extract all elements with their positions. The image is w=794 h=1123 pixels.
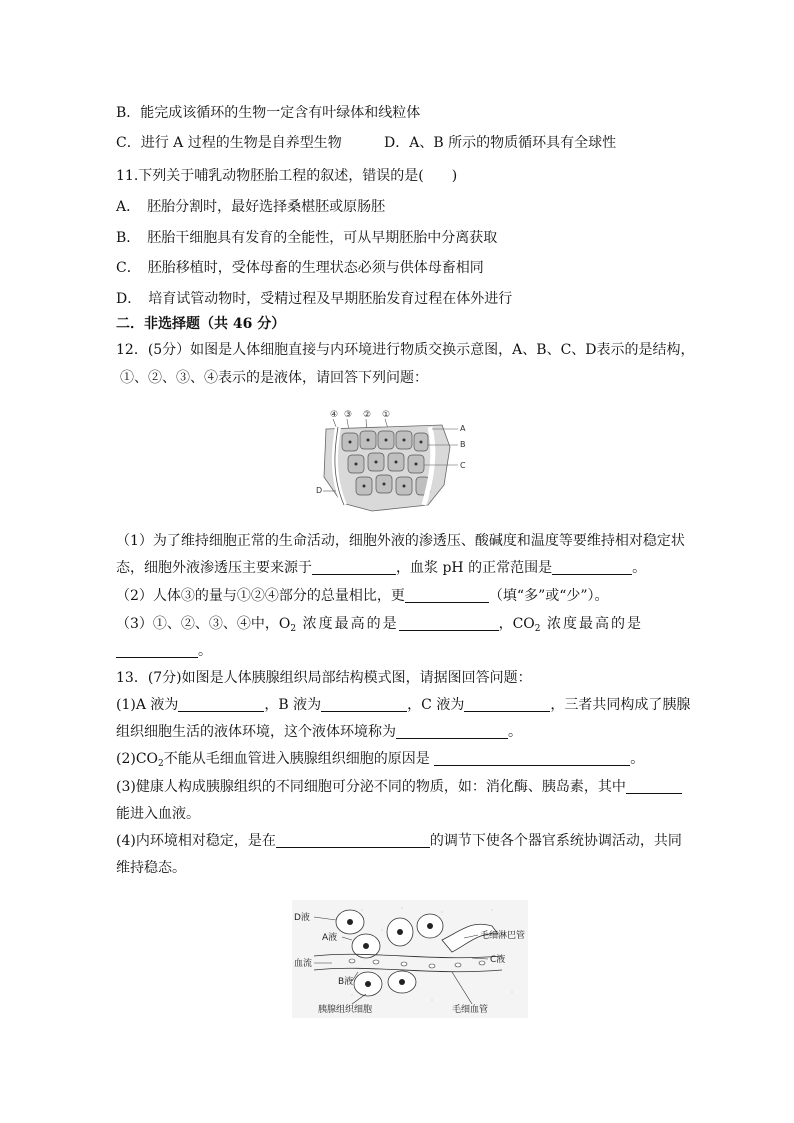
- answer-blank[interactable]: [312, 559, 396, 575]
- q12-part2-text-b: （填“多”或“少”）。: [488, 588, 609, 604]
- figure-label-pancreas-cell: 胰腺组织细胞: [318, 1005, 373, 1015]
- q12-part1-line1: （1）为了维持细胞正常的生命活动，细胞外液的渗透压、酸碱度和温度等要维持相对稳定状: [116, 533, 685, 549]
- figure-label-a: A: [460, 424, 466, 433]
- q12-part1-text-a: 态，细胞外液渗透压主要来源于: [116, 560, 312, 576]
- subscript: 2: [290, 624, 297, 634]
- q12-stem-line2: ①、②、③、④表示的是液体，请回答下列问题：: [120, 370, 428, 386]
- figure-label-3: ③: [344, 410, 353, 420]
- q12-part1-line2: [116, 558, 646, 578]
- q13-part1: [116, 695, 690, 715]
- q13-part2-end: 。: [630, 751, 645, 767]
- answer-blank[interactable]: [626, 778, 682, 794]
- answer-blank[interactable]: [276, 832, 430, 848]
- figure-label-blood-flow: 血流: [294, 959, 313, 969]
- q12-part3-line2: [116, 641, 212, 661]
- q13-stem: 13．(7分)如图是人体胰腺组织局部结构模式图，请据图回答问题：: [116, 670, 532, 686]
- q10-option-d: D．A、B 所示的物质循环具有全球性: [384, 135, 617, 151]
- q11-option-a: A． 胚胎分割时，最好选择桑椹胚或原肠胚: [116, 199, 386, 215]
- q12-part3-end: 。: [198, 643, 212, 659]
- q12-part3: [116, 614, 643, 639]
- q13-part3-line1: [116, 777, 682, 797]
- q10-option-b: B．能完成该循环的生物一定含有叶绿体和线粒体: [116, 105, 421, 121]
- answer-blank[interactable]: [396, 723, 508, 739]
- q10-option-c: C．进行 A 过程的生物是自养型生物: [116, 135, 342, 151]
- q13-part4-line2: 维持稳态。: [116, 860, 186, 876]
- answer-blank[interactable]: [116, 642, 198, 658]
- q13-part2: [116, 749, 644, 774]
- q13-part4-text-a: (4)内环境相对稳定，是在: [116, 833, 276, 849]
- figure-label-lymph-capillary: 毛细淋巴管: [480, 931, 526, 941]
- q12-part3-text-c: ，CO: [498, 616, 535, 632]
- q13-part3-line2: 能进入血液。: [116, 806, 200, 822]
- figure-label-d: D: [316, 486, 323, 495]
- q13-part2-text-b: 不能从毛细血管进入胰腺组织细胞的原因是: [163, 751, 430, 767]
- q12-part1-text-b: ，血浆 pH 的正常范围是: [396, 560, 553, 576]
- answer-blank[interactable]: [552, 559, 632, 575]
- figure-label-a-fluid: A液: [322, 933, 338, 943]
- q11-option-c: C． 胚胎移植时，受体母畜的生理状态必须与供体母畜相同: [116, 260, 484, 276]
- figure-label-b: B: [460, 440, 466, 449]
- figure-label-c: C: [460, 461, 466, 470]
- figure-label-c-fluid: C液: [490, 955, 506, 965]
- answer-blank[interactable]: [405, 587, 489, 603]
- q13-part1-text-c: ，C 液为: [407, 697, 465, 713]
- section-title: 二．非选择题（共 46 分）: [116, 316, 286, 332]
- q13-part1-text-b: ，B 液为: [264, 697, 322, 713]
- subscript: 2: [158, 759, 164, 769]
- figure-label-2: ②: [363, 410, 372, 420]
- figure-label-1: ①: [382, 410, 391, 420]
- q12-part3-text-b: 浓度最高的是: [296, 616, 399, 632]
- answer-blank[interactable]: [178, 696, 264, 712]
- q13-part1-line2-text-b: 。: [508, 724, 522, 740]
- q12-part2-text-a: （2）人体③的量与①②④部分的总量相比，更: [116, 588, 405, 604]
- q12-part2: [116, 586, 609, 606]
- q12-part3-text-d: 浓度最高的是: [540, 616, 643, 632]
- answer-blank[interactable]: [464, 696, 550, 712]
- q11-option-d: D． 培育试管动物时，受精过程及早期胚胎发育过程在体外进行: [116, 291, 513, 307]
- figure-label-d-fluid: D液: [294, 913, 310, 923]
- cell-exchange-figure: [312, 407, 482, 519]
- q13-part4: [116, 831, 682, 851]
- q12-part3-text-a: （3）①、②、③、④中，O: [116, 616, 291, 632]
- q13-part3-text: (3)健康人构成胰腺组织的不同细胞可分泌不同的物质，如：消化酶、胰岛素，其中: [116, 779, 626, 795]
- q13-part4-text-b: 的调节下使各个器官系统协调活动，共同: [429, 833, 682, 849]
- q11-option-b: B． 胚胎干细胞具有发育的全能性，可从早期胚胎中分离获取: [116, 230, 498, 246]
- q13-part2-text-a: (2)CO: [116, 751, 159, 767]
- answer-blank[interactable]: [321, 696, 407, 712]
- q12-stem-line1: 12．(5分）如图是人体细胞直接与内环境进行物质交换示意图，A、B、C、D表示的是结构，: [116, 342, 695, 358]
- subscript: 2: [534, 624, 541, 634]
- q12-part1-text-c: 。: [632, 560, 647, 576]
- q13-part1-line2: [116, 722, 522, 742]
- pancreas-tissue-figure: [292, 900, 528, 1018]
- q11-stem: 11.下列关于哺乳动物胚胎工程的叙述，错误的是( ): [116, 168, 458, 184]
- figure-label-blood-capillary: 毛细血管: [452, 1005, 489, 1015]
- q13-part1-line2-text-a: 组织细胞生活的液体环境，这个液体环境称为: [116, 724, 396, 740]
- figure-label-b-fluid: B液: [338, 977, 354, 987]
- answer-blank[interactable]: [399, 615, 499, 631]
- q13-part1-text-d: ，三者共同构成了胰腺: [550, 697, 691, 713]
- figure-label-4: ④: [330, 410, 339, 420]
- q13-part1-text-a: (1)A 液为: [116, 697, 179, 713]
- answer-blank[interactable]: [434, 750, 630, 766]
